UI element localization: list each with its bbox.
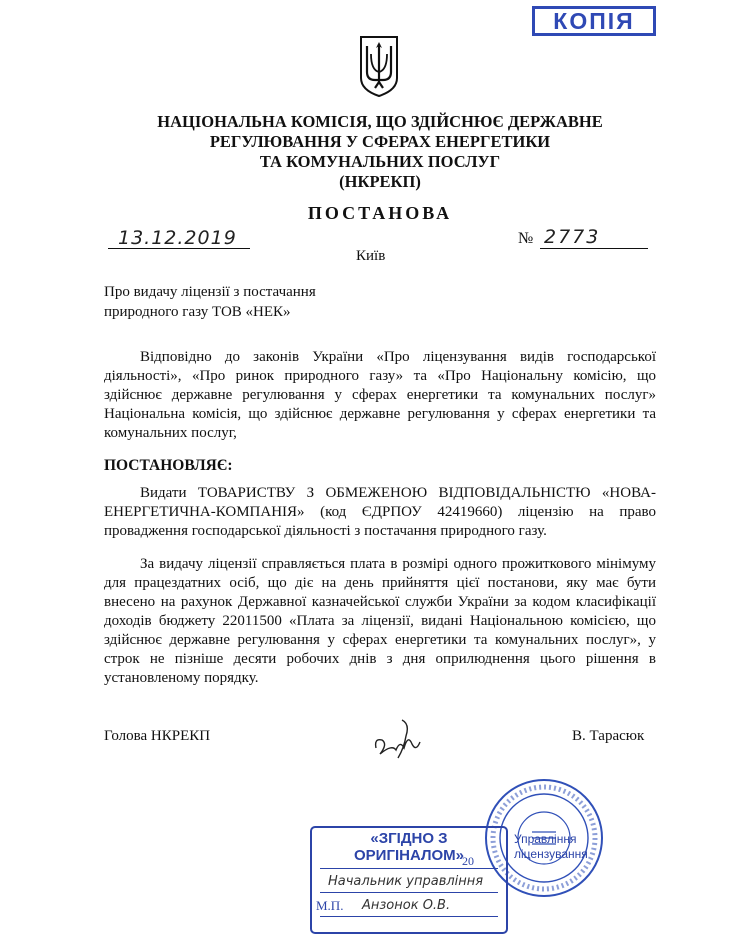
fee-paragraph: [104, 555, 656, 688]
certified-year: 20: [462, 854, 474, 868]
decree-date: 13.12.2019: [118, 227, 237, 249]
header-line-2: РЕГУЛЮВАННЯ У СФЕРАХ ЕНЕРГЕТИКИ: [209, 132, 551, 151]
stamp-place-label: М.П.: [316, 898, 344, 913]
decree-number-label: №: [518, 230, 534, 247]
department-line-1: Управління: [514, 832, 577, 846]
preamble-paragraph: [104, 348, 656, 443]
commission-header: [100, 112, 660, 192]
header-line-4: (НКРЕКП): [339, 172, 421, 191]
copy-stamp: КОПІЯ: [532, 6, 656, 36]
subject-line-2: природного газу ТОВ «НЕК»: [104, 304, 291, 320]
certifier-position: Начальник управління: [328, 874, 484, 889]
stamp-line: [320, 868, 498, 869]
decree-city: Київ: [356, 248, 386, 264]
header-line-3: ТА КОМУНАЛЬНИХ ПОСЛУГ: [259, 152, 501, 171]
signatory-title: Голова НКРЕКП: [104, 728, 211, 744]
date-underline: [108, 248, 250, 249]
decree-title: ПОСТАНОВА: [307, 203, 453, 223]
header-line-1: НАЦІОНАЛЬНА КОМІСІЯ, ЩО ЗДІЙСНЮЄ ДЕРЖАВНЕ: [157, 112, 603, 131]
fee-text: За видачу ліцензії справляється плата в розмірі одного прожиткового мінімуму для працездатних осіб, що діє на день прийняття цієї постанови, яку має бути внесено на рахунок Державної казначейської служби України за кодом класифікації доходів бюджету 22011500 «Плата за ліцензії, видані Національною комісією, що здійснює державне регулювання у сферах енергетики та комунальних послуг», у строк не пізніше десяти робочих днів з дня оприлюднення цього рішення в установленому порядку.: [104, 556, 656, 686]
preamble-text: Відповідно до законів України «Про ліцензування видів господарської діяльності», «Про ринок природного газу» та «Про Національну комісію, що здійснює державне регулювання у сферах енергетики та комунальних послуг» Національна комісія, що здійснює державне регулювання у сферах енергетики та комунальних послуг,: [104, 349, 656, 441]
certified-copy-title: «ЗГІДНО З ОРИГІНАЛОМ»: [353, 830, 464, 864]
subject-line-1: Про видачу ліцензії з постачання: [104, 284, 316, 300]
decree-number: 2773: [544, 226, 601, 248]
signatory-name: В. Тарасюк: [572, 728, 645, 744]
license-text: Видати ТОВАРИСТВУ З ОБМЕЖЕНОЮ ВІДПОВІДАЛЬНІСТЮ «НОВА-ЕНЕРГЕТИЧНА-КОМПАНІЯ» (код ЄДРПОУ 42419660) ліцензію на право провадження господарської діяльності з постачання природного газу.: [104, 485, 656, 539]
department-line-2: ліцензування: [514, 847, 588, 861]
license-paragraph: [104, 484, 656, 541]
stamp-line: [320, 916, 498, 917]
handwritten-signature: [368, 714, 428, 762]
certified-copy-stamp: [310, 826, 508, 934]
decree-subject: [104, 282, 316, 322]
certifier-name: Анзонок О.В.: [362, 898, 451, 913]
certified-copy-department: [514, 832, 588, 862]
resolves-heading: ПОСТАНОВЛЯЄ:: [104, 457, 233, 474]
trident-emblem-icon: [358, 34, 400, 98]
stamp-line: [320, 892, 498, 893]
number-underline: [540, 248, 648, 249]
